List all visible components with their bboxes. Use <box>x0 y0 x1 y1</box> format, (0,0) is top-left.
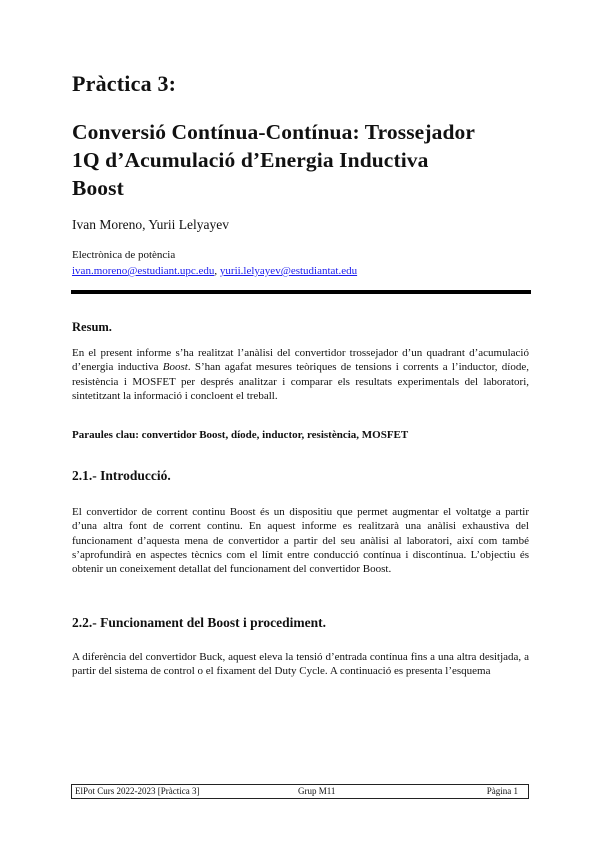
title-line-3: Boost <box>72 176 124 200</box>
subject: Electrònica de potència <box>72 249 176 261</box>
keywords: Paraules clau: convertidor Boost, díode, inductor, resistència, MOSFET <box>72 429 409 441</box>
section-text-introduction: El convertidor de corrent continu Boost és un dispositiu que permet augmentar el voltatge a partir d’una altra font de corrent continu. En aquest informe es realitzarà una anàlisi exhaustiva del funcionament d’aquesta mena de convertidor a partir del seu anàlisi al laboratori, així com també s’aprofundirà en aspectes tècnics com el límit entre conducció contínua i discontínua. L’objectiu és obtenir un coneixement detallat del funcionament del convertidor Boost. <box>72 506 529 576</box>
document-title <box>72 118 542 202</box>
title-line-2: 1Q d’Acumulació d’Energia Inductiva <box>72 148 429 172</box>
email-link-ivan[interactable]: ivan.moreno@estudiant.upc.edu <box>72 265 215 277</box>
practice-title: Pràctica 3: <box>72 71 177 96</box>
title-divider <box>71 290 531 294</box>
email-separator: , <box>214 265 220 277</box>
footer-course: ElPot Curs 2022-2023 [Pràctica 3] <box>75 786 200 796</box>
abstract-text <box>72 346 529 403</box>
email-link-yurii[interactable]: yurii.lelyayev@estudiantat.edu <box>219 265 358 277</box>
section-text-operation: A diferència del convertidor Buck, aquest eleva la tensió d’entrada contínua fins a una altra desitjada, a partir del sistema de control o el fixament del Duty Cycle. A continuació es presenta l’esquema <box>72 651 529 678</box>
authors: Ivan Moreno, Yurii Lelyayev <box>72 217 229 232</box>
page-footer <box>71 784 529 799</box>
section-heading-introduction: 2.1.- Introducció. <box>72 468 171 483</box>
abstract-italic-boost: Boost <box>162 361 188 374</box>
abstract-text-end: . S’han agafat mesures teòriques de tensions i corrents a l’inductor, díode, resistència i MOSFET per després analitzar i comparar els resultats experimentals del laboratori, sintetitzant la informació i concloent el treball. <box>72 361 529 402</box>
abstract-heading: Resum. <box>72 320 112 334</box>
footer-page-number: Pàgina 1 <box>486 786 518 796</box>
title-line-1: Conversió Contínua-Contínua: Trossejador <box>72 120 475 144</box>
email-links <box>72 264 357 278</box>
section-heading-operation: 2.2.- Funcionament del Boost i procediment. <box>72 615 326 630</box>
abstract-text-start: En el present informe s’ha realitzat l’anàlisi del convertidor trossejador d’un quadrant d’acumulació d’energia inductiva <box>72 347 529 374</box>
footer-group: Grup M11 <box>298 786 336 796</box>
